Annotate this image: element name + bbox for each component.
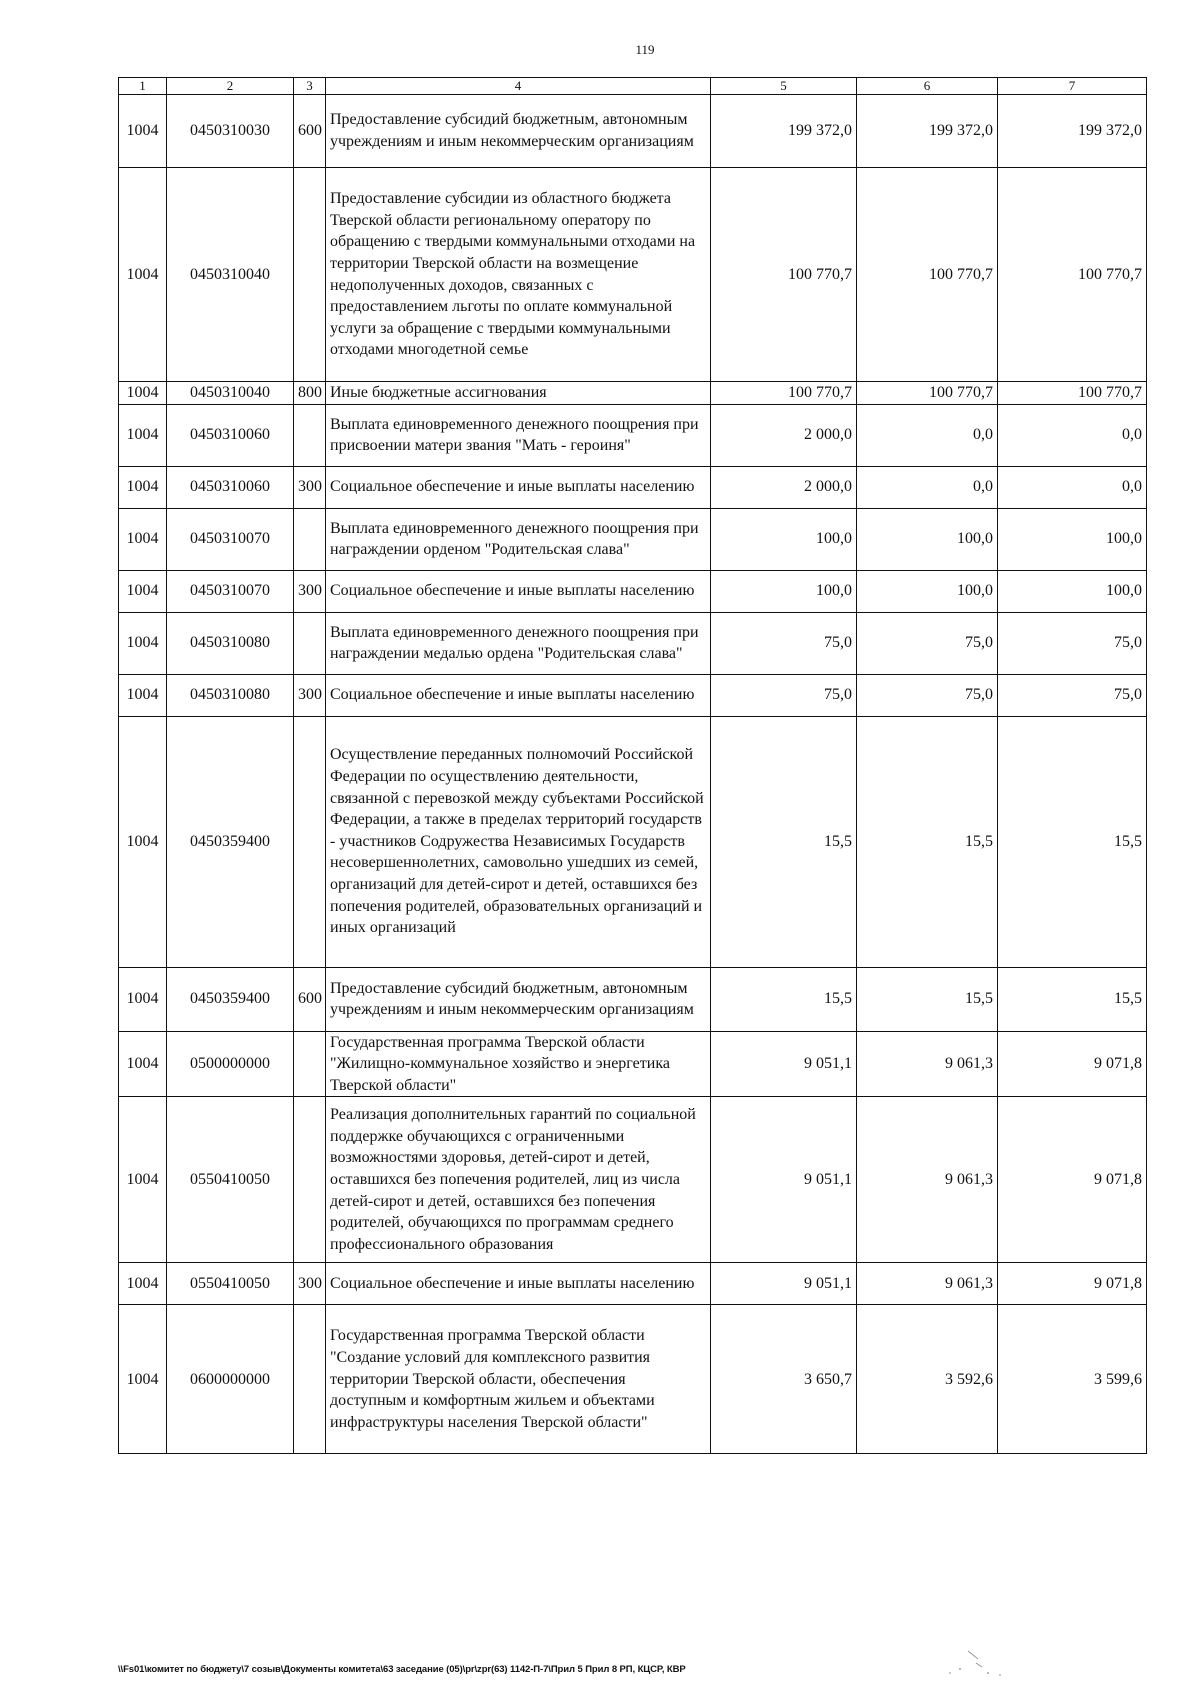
amount-year2-cell: 0,0 bbox=[857, 404, 998, 466]
amount-year3-cell: 9 071,8 bbox=[998, 1263, 1147, 1305]
target-article-cell: 0550410050 bbox=[167, 1263, 294, 1305]
amount-year1-cell: 100,0 bbox=[711, 508, 857, 570]
scan-noise-marks bbox=[930, 1645, 1050, 1685]
expense-type-cell bbox=[294, 1097, 326, 1263]
amount-year2-cell: 100,0 bbox=[857, 508, 998, 570]
amount-year3-cell: 100,0 bbox=[998, 508, 1147, 570]
description-cell: Иные бюджетные ассигнования bbox=[326, 382, 711, 405]
target-article-cell: 0450310040 bbox=[167, 382, 294, 405]
amount-year1-cell: 2 000,0 bbox=[711, 466, 857, 508]
table-row bbox=[119, 404, 1147, 466]
section-code-cell: 1004 bbox=[119, 967, 167, 1031]
target-article-cell: 0500000000 bbox=[167, 1031, 294, 1097]
amount-year2-cell: 75,0 bbox=[857, 612, 998, 674]
amount-year2-cell: 100 770,7 bbox=[857, 382, 998, 405]
table-row bbox=[119, 168, 1147, 382]
description-cell: Предоставление субсидий бюджетным, автономным учреждениям и иным некоммерческим организациям bbox=[326, 967, 711, 1031]
amount-year1-cell: 15,5 bbox=[711, 716, 857, 967]
amount-year1-cell: 9 051,1 bbox=[711, 1031, 857, 1097]
amount-year3-cell: 0,0 bbox=[998, 404, 1147, 466]
description-cell: Осуществление переданных полномочий Российской Федерации по осуществлению деятельности, связанной с перевозкой между субъектами Российской Федерации, а также в пределах территорий государств - участников Содружества Независимых Государств несовершеннолетних, самовольно ушедших из семей, организаций для детей-сирот и детей, оставшихся без попечения родителей, образовательных организаций и иных организаций bbox=[326, 716, 711, 967]
amount-year2-cell: 3 592,6 bbox=[857, 1305, 998, 1454]
table-row bbox=[119, 1305, 1147, 1454]
expense-type-cell: 800 bbox=[294, 382, 326, 405]
amount-year3-cell: 100 770,7 bbox=[998, 168, 1147, 382]
expense-type-cell bbox=[294, 404, 326, 466]
expense-type-cell bbox=[294, 612, 326, 674]
expense-type-cell: 300 bbox=[294, 674, 326, 716]
section-code-cell: 1004 bbox=[119, 95, 167, 168]
amount-year1-cell: 100 770,7 bbox=[711, 382, 857, 405]
target-article-cell: 0450310080 bbox=[167, 612, 294, 674]
amount-year1-cell: 75,0 bbox=[711, 674, 857, 716]
table-row bbox=[119, 716, 1147, 967]
section-code-cell: 1004 bbox=[119, 1031, 167, 1097]
header-cell: 2 bbox=[167, 78, 294, 95]
expense-type-cell bbox=[294, 1305, 326, 1454]
header-cell: 4 bbox=[326, 78, 711, 95]
section-code-cell: 1004 bbox=[119, 1097, 167, 1263]
amount-year2-cell: 15,5 bbox=[857, 967, 998, 1031]
amount-year3-cell: 100,0 bbox=[998, 570, 1147, 612]
table-row bbox=[119, 508, 1147, 570]
amount-year3-cell: 199 372,0 bbox=[998, 95, 1147, 168]
header-row bbox=[119, 78, 1147, 95]
page-number: 119 bbox=[635, 42, 655, 57]
description-cell: Выплата единовременного денежного поощрения при награждении медалью ордена "Родительская слава" bbox=[326, 612, 711, 674]
description-cell: Государственная программа Тверской области "Создание условий для комплексного развития территории Тверской области, обеспечения доступным и комфортным жильем и объектами инфраструктуры населения Тверской области" bbox=[326, 1305, 711, 1454]
section-code-cell: 1004 bbox=[119, 716, 167, 967]
amount-year3-cell: 9 071,8 bbox=[998, 1031, 1147, 1097]
amount-year2-cell: 9 061,3 bbox=[857, 1097, 998, 1263]
target-article-cell: 0450310070 bbox=[167, 508, 294, 570]
amount-year3-cell: 75,0 bbox=[998, 674, 1147, 716]
description-cell: Социальное обеспечение и иные выплаты населению bbox=[326, 674, 711, 716]
target-article-cell: 0600000000 bbox=[167, 1305, 294, 1454]
description-cell: Предоставление субсидий бюджетным, автономным учреждениям и иным некоммерческим организациям bbox=[326, 95, 711, 168]
section-code-cell: 1004 bbox=[119, 674, 167, 716]
expense-type-cell bbox=[294, 716, 326, 967]
amount-year3-cell: 0,0 bbox=[998, 466, 1147, 508]
description-cell: Социальное обеспечение и иные выплаты населению bbox=[326, 466, 711, 508]
table-row bbox=[119, 967, 1147, 1031]
amount-year2-cell: 75,0 bbox=[857, 674, 998, 716]
amount-year3-cell: 75,0 bbox=[998, 612, 1147, 674]
table-row bbox=[119, 382, 1147, 405]
description-cell: Выплата единовременного денежного поощрения при награждении орденом "Родительская слава" bbox=[326, 508, 711, 570]
amount-year2-cell: 9 061,3 bbox=[857, 1263, 998, 1305]
amount-year2-cell: 0,0 bbox=[857, 466, 998, 508]
table-row bbox=[119, 570, 1147, 612]
amount-year1-cell: 15,5 bbox=[711, 967, 857, 1031]
expense-type-cell bbox=[294, 168, 326, 382]
amount-year2-cell: 100 770,7 bbox=[857, 168, 998, 382]
section-code-cell: 1004 bbox=[119, 168, 167, 382]
amount-year2-cell: 15,5 bbox=[857, 716, 998, 967]
amount-year3-cell: 15,5 bbox=[998, 967, 1147, 1031]
table-row bbox=[119, 1031, 1147, 1097]
section-code-cell: 1004 bbox=[119, 612, 167, 674]
target-article-cell: 0450310060 bbox=[167, 404, 294, 466]
expense-type-cell: 600 bbox=[294, 967, 326, 1031]
description-cell: Предоставление субсидии из областного бюджета Тверской области региональному оператору по обращению с твердыми коммунальными отходами на территории Тверской области на возмещение недополученных доходов, связанных с предоставлением льготы по оплате коммунальной услуги за обращение с твердыми коммунальными отходами многодетной семье bbox=[326, 168, 711, 382]
expense-type-cell: 300 bbox=[294, 466, 326, 508]
header-cell: 3 bbox=[294, 78, 326, 95]
amount-year2-cell: 199 372,0 bbox=[857, 95, 998, 168]
description-cell: Реализация дополнительных гарантий по социальной поддержке обучающихся с ограниченными возможностями здоровья, детей-сирот и детей, оставшихся без попечения родителей, лиц из числа детей-сирот и детей, оставшихся без попечения родителей, обучающихся по программам среднего профессионального образования bbox=[326, 1097, 711, 1263]
target-article-cell: 0550410050 bbox=[167, 1097, 294, 1263]
amount-year1-cell: 9 051,1 bbox=[711, 1263, 857, 1305]
expense-type-cell bbox=[294, 508, 326, 570]
amount-year1-cell: 2 000,0 bbox=[711, 404, 857, 466]
section-code-cell: 1004 bbox=[119, 466, 167, 508]
expense-type-cell: 300 bbox=[294, 570, 326, 612]
section-code-cell: 1004 bbox=[119, 570, 167, 612]
target-article-cell: 0450310030 bbox=[167, 95, 294, 168]
target-article-cell: 0450310070 bbox=[167, 570, 294, 612]
target-article-cell: 0450310040 bbox=[167, 168, 294, 382]
amount-year2-cell: 9 061,3 bbox=[857, 1031, 998, 1097]
table-row bbox=[119, 1263, 1147, 1305]
description-cell: Социальное обеспечение и иные выплаты населению bbox=[326, 1263, 711, 1305]
header-cell: 6 bbox=[857, 78, 998, 95]
amount-year3-cell: 100 770,7 bbox=[998, 382, 1147, 405]
section-code-cell: 1004 bbox=[119, 382, 167, 405]
amount-year1-cell: 100 770,7 bbox=[711, 168, 857, 382]
table-row bbox=[119, 95, 1147, 168]
amount-year3-cell: 3 599,6 bbox=[998, 1305, 1147, 1454]
amount-year1-cell: 75,0 bbox=[711, 612, 857, 674]
amount-year2-cell: 100,0 bbox=[857, 570, 998, 612]
target-article-cell: 0450359400 bbox=[167, 716, 294, 967]
expense-type-cell bbox=[294, 1031, 326, 1097]
table-row bbox=[119, 674, 1147, 716]
amount-year1-cell: 3 650,7 bbox=[711, 1305, 857, 1454]
budget-table bbox=[118, 77, 1147, 1454]
header-cell: 1 bbox=[119, 78, 167, 95]
section-code-cell: 1004 bbox=[119, 404, 167, 466]
header-cell: 7 bbox=[998, 78, 1147, 95]
description-cell: Государственная программа Тверской области "Жилищно-коммунальное хозяйство и энергетика Тверской области" bbox=[326, 1031, 711, 1097]
section-code-cell: 1004 bbox=[119, 508, 167, 570]
target-article-cell: 0450310060 bbox=[167, 466, 294, 508]
table-row bbox=[119, 466, 1147, 508]
amount-year1-cell: 199 372,0 bbox=[711, 95, 857, 168]
expense-type-cell: 300 bbox=[294, 1263, 326, 1305]
target-article-cell: 0450310080 bbox=[167, 674, 294, 716]
amount-year1-cell: 100,0 bbox=[711, 570, 857, 612]
description-cell: Выплата единовременного денежного поощрения при присвоении матери звания "Мать - героиня" bbox=[326, 404, 711, 466]
file-path-footer: \\Fs01\комитет по бюджету\7 созыв\Документы комитета\63 заседание (05)\pr\zpr(63) 1142-П-7\Прил 5 Прил 8 РП, КЦСР, КВР bbox=[118, 1664, 686, 1675]
section-code-cell: 1004 bbox=[119, 1263, 167, 1305]
amount-year1-cell: 9 051,1 bbox=[711, 1097, 857, 1263]
table-row bbox=[119, 1097, 1147, 1263]
description-cell: Социальное обеспечение и иные выплаты населению bbox=[326, 570, 711, 612]
expense-type-cell: 600 bbox=[294, 95, 326, 168]
section-code-cell: 1004 bbox=[119, 1305, 167, 1454]
target-article-cell: 0450359400 bbox=[167, 967, 294, 1031]
amount-year3-cell: 9 071,8 bbox=[998, 1097, 1147, 1263]
amount-year3-cell: 15,5 bbox=[998, 716, 1147, 967]
header-cell: 5 bbox=[711, 78, 857, 95]
table-row bbox=[119, 612, 1147, 674]
